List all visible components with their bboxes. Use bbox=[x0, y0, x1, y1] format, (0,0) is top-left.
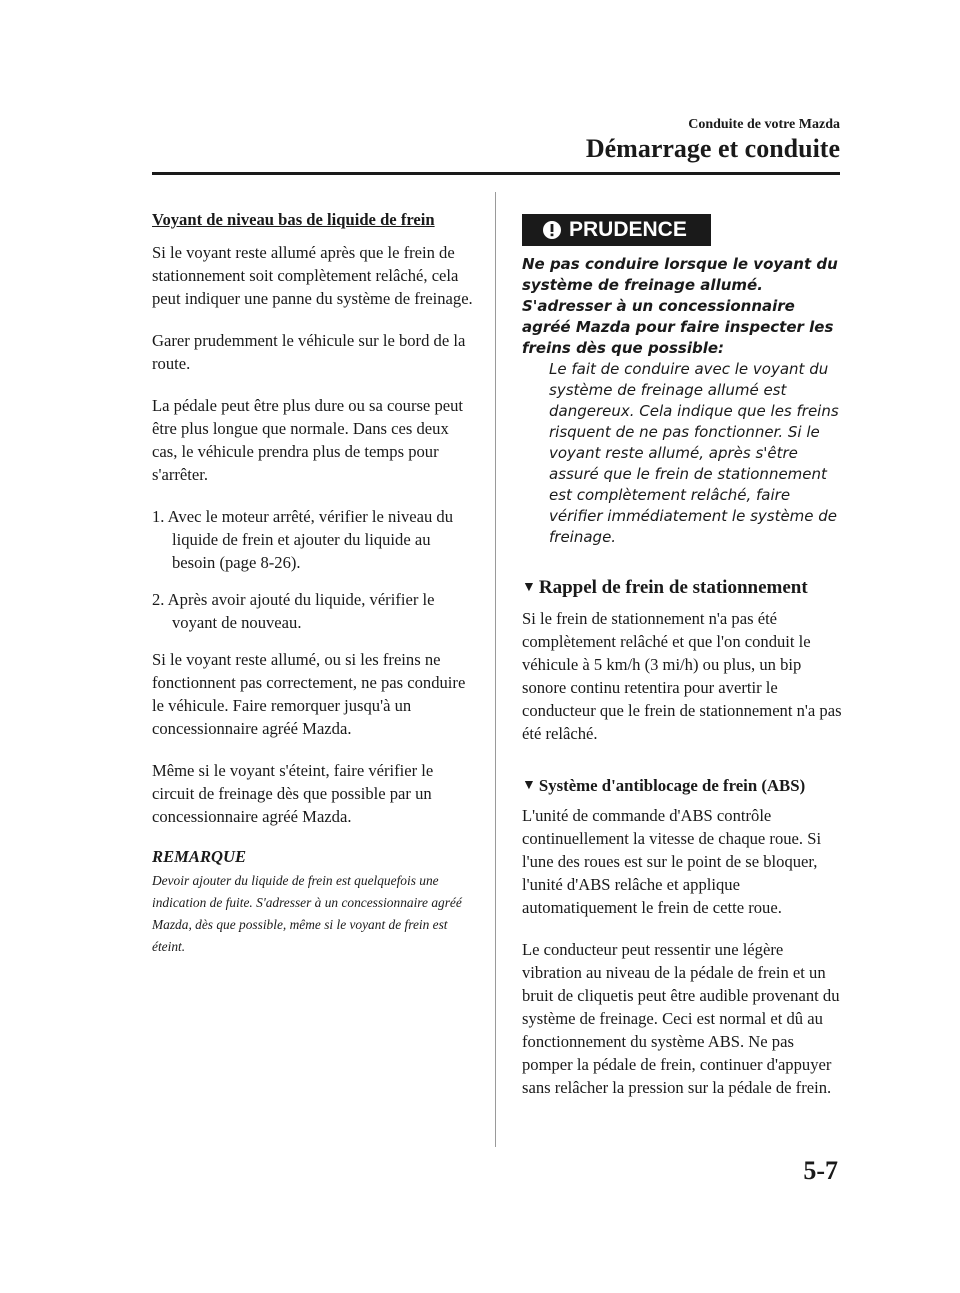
section-heading-parking-reminder bbox=[522, 577, 844, 599]
paragraph: Si le voyant reste allumé après que le frein de stationnement soit complètement relâché, cela peut indiquer une panne du système de freinage. bbox=[152, 243, 473, 308]
paragraph: L'unité de commande d'ABS contrôle continuellement la vitesse de chaque roue. Si l'une des roues est sur le point de se bloquer, l'unité d'ABS relâche et applique automatiquement le frein de cette roue. bbox=[522, 806, 822, 917]
section-heading-text: Système d'antiblocage de frein (ABS) bbox=[538, 776, 806, 795]
subheading-brake-fluid: Voyant de niveau bas de liquide de frein bbox=[152, 210, 435, 229]
page-number: 5-7 bbox=[803, 1156, 838, 1185]
triangle-down-icon: ▼ bbox=[522, 580, 536, 595]
paragraph: Si le frein de stationnement n'a pas été complètement relâché et que l'on conduit le véhicule à 5 km/h (3 mi/h) ou plus, un bip sonore continu retentira pour avertir le conducteur que le frein de stationnement n'a pas été relâché. bbox=[522, 609, 842, 743]
header-divider bbox=[152, 172, 840, 175]
caution-label: PRUDENCE bbox=[569, 218, 687, 241]
chapter-label: Conduite de votre Mazda bbox=[688, 117, 840, 132]
note-heading: REMARQUE bbox=[152, 847, 247, 866]
steps-list bbox=[152, 505, 474, 634]
paragraph: La pédale peut être plus dure ou sa course peut être plus longue que normale. Dans ces deux cas, le véhicule prendra plus de temps pour s'arrêter. bbox=[152, 396, 464, 484]
paragraph: Garer prudemment le véhicule sur le bord de la route. bbox=[152, 331, 466, 373]
list-item: 1. Avec le moteur arrêté, vérifier le niveau du liquide de frein et ajouter du liquide au besoin (page 8-26). bbox=[152, 507, 454, 572]
warning-icon bbox=[542, 220, 562, 240]
column-divider bbox=[495, 192, 496, 1147]
left-column bbox=[152, 210, 474, 958]
note-text: Devoir ajouter du liquide de frein est quelquefois une indication de fuite. S'adresser à un concessionnaire agréé Mazda, dès que possible, même si le voyant de frein est éteint. bbox=[152, 873, 462, 954]
paragraph: Même si le voyant s'éteint, faire vérifier le circuit de freinage dès que possible par un concessionnaire agréé Mazda. bbox=[152, 761, 434, 826]
section-heading-text: Rappel de frein de stationnement bbox=[538, 577, 808, 598]
caution-banner bbox=[522, 214, 711, 246]
page-title: Démarrage et conduite bbox=[585, 134, 840, 163]
right-column bbox=[522, 214, 844, 1118]
list-item: 2. Après avoir ajouté du liquide, vérifier le voyant de nouveau. bbox=[152, 590, 435, 632]
caution-detail: Le fait de conduire avec le voyant du système de freinage allumé est dangereux. Cela indique que les freins risquent de ne pas fonctionner. Si le voyant reste allumé, après s'être assuré que le frein de stationnement est complètement relâché, faire vérifier immédiatement le système de freinage. bbox=[549, 360, 839, 546]
paragraph: Le conducteur peut ressentir une légère vibration au niveau de la pédale de frein et un bruit de cliquetis peut être audible provenant du système de freinage. Ceci est normal et dû au fonctionnement du système ABS. Ne pas pomper la pédale de frein, continuer d'appuyer sans relâcher la pression sur la pédale de frein. bbox=[522, 940, 840, 1097]
paragraph: Si le voyant reste allumé, ou si les freins ne fonctionnent pas correctement, ne pas conduire le véhicule. Faire remorquer jusqu'à un concessionnaire agréé Mazda. bbox=[152, 650, 466, 738]
triangle-down-icon: ▼ bbox=[522, 778, 536, 793]
section-heading-abs bbox=[522, 776, 844, 796]
caution-text: Ne pas conduire lorsque le voyant du système de freinage allumé. S'adresser à un concessionnaire agréé Mazda pour faire inspecter les freins dès que possible: bbox=[522, 255, 838, 357]
